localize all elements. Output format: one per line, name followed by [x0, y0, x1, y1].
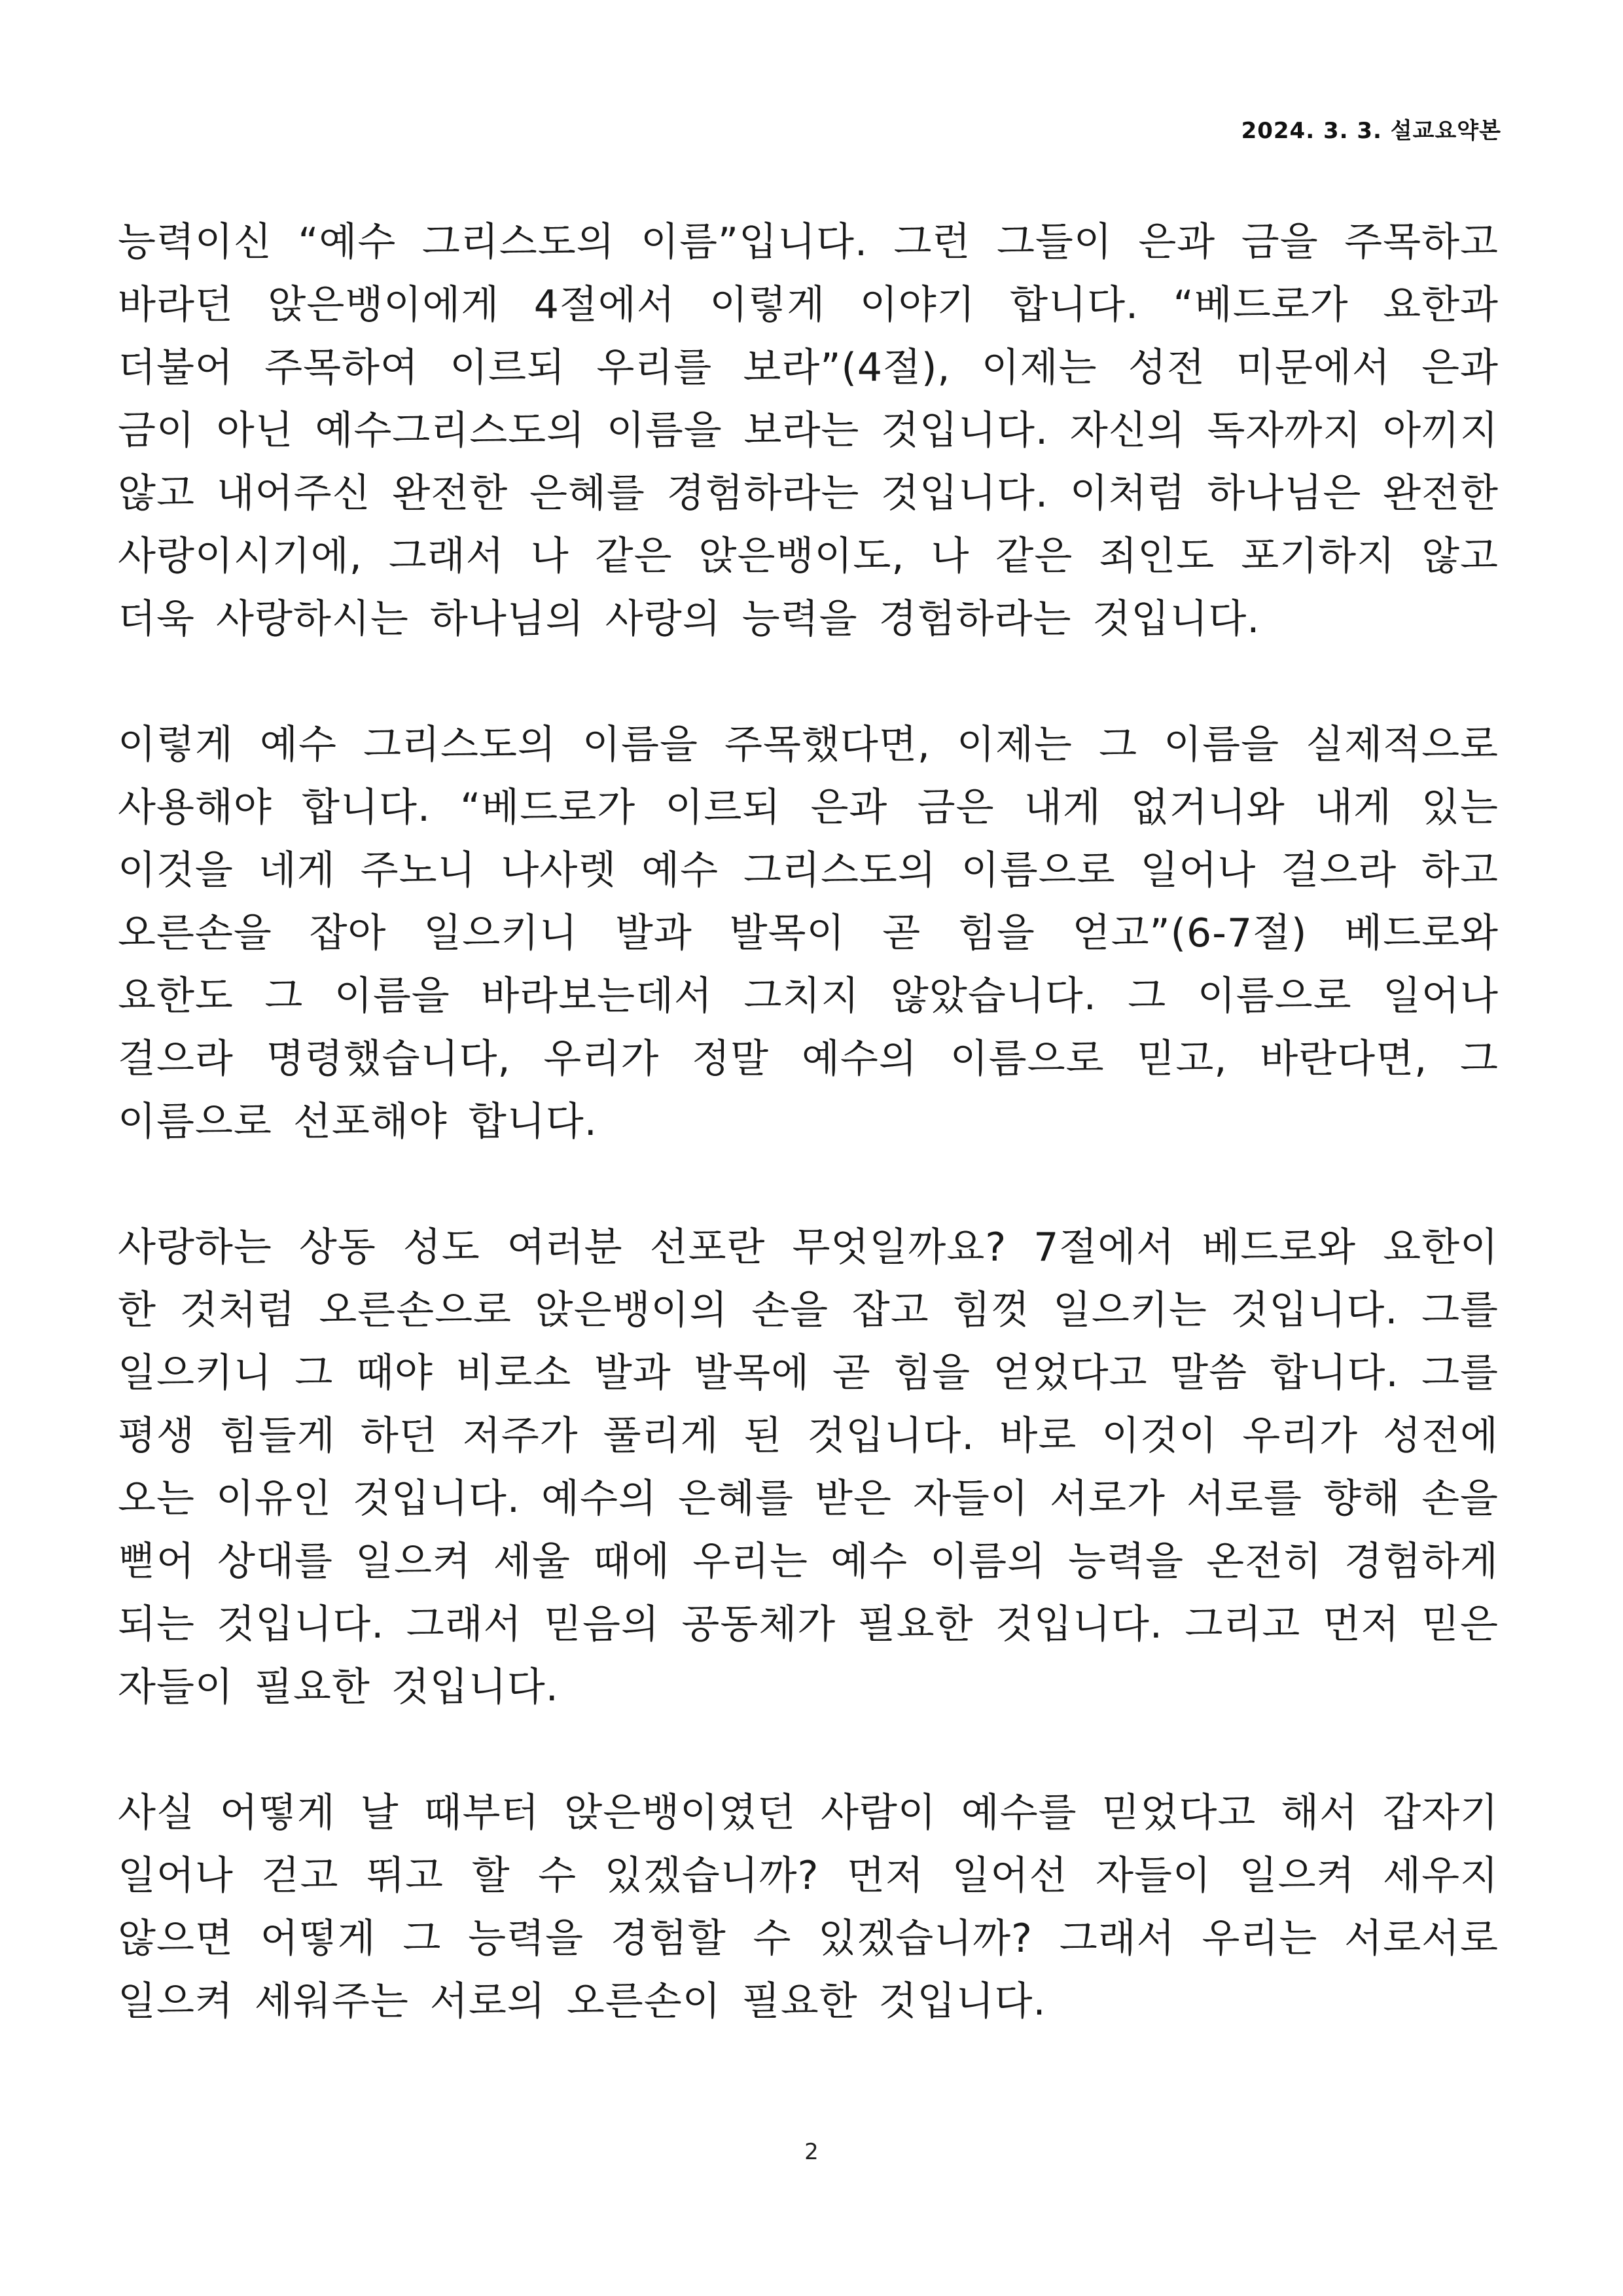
document-body: [118, 211, 1499, 2033]
page-number: 2: [804, 2139, 819, 2165]
body-paragraph-3: 사랑하는 상동 성도 여러분 선포란 무엇일까요? 7절에서 베드로와 요한이 한 것처럼 오른손으로 앉은뱅이의 손을 잡고 힘껏 일으키는 것입니다. 그를 일으키니 그 때야 비로소 발과 발목에 곧 힘을 얻었다고 말씀 합니다. 그를 평생 힘들게 하던 저주가 풀리게 된 것입니다. 바로 이것이 우리가 성전에 오는 이유인 것입니다. 예수의 은혜를 받은 자들이 서로가 서로를 향해 손을 뻗어 상대를 일으켜 세울 때에 우리는 예수 이름의 능력을 온전히 경험하게 되는 것입니다. 그래서 믿음의 공동체가 필요한 것입니다. 그리고 먼저 믿은 자들이 필요한 것입니다.: [118, 1225, 1499, 1710]
body-paragraph-1: 능력이신 “예수 그리스도의 이름”입니다. 그런 그들이 은과 금을 주목하고 바라던 앉은뱅이에게 4절에서 이렇게 이야기 합니다. “베드로가 요한과 더불어 주목하여 이르되 우리를 보라”(4절), 이제는 성전 미문에서 은과 금이 아닌 예수그리스도의 이름을 보라는 것입니다. 자신의 독자까지 아끼지 않고 내어주신 완전한 은혜를 경험하라는 것입니다. 이처럼 하나님은 완전한 사랑이시기에, 그래서 나 같은 앉은뱅이도, 나 같은 죄인도 포기하지 않고 더욱 사랑하시는 하나님의 사랑의 능력을 경험하라는 것입니다.: [118, 219, 1499, 642]
body-paragraph-4: 사실 어떻게 날 때부터 앉은뱅이였던 사람이 예수를 믿었다고 해서 갑자기 일어나 걷고 뛰고 할 수 있겠습니까? 먼저 일어선 자들이 일으켜 세우지 않으면 어떻게 그 능력을 경험할 수 있겠습니까? 그래서 우리는 서로서로 일으켜 세워주는 서로의 오른손이 필요한 것입니다.: [118, 1790, 1499, 2024]
sermon-date-label: 2024. 3. 3. 설교요약본: [1241, 118, 1501, 144]
body-paragraph-2: 이렇게 예수 그리스도의 이름을 주목했다면, 이제는 그 이름을 실제적으로 사용해야 합니다. “베드로가 이르되 은과 금은 내게 없거니와 내게 있는 이것을 네게 주노니 나사렛 예수 그리스도의 이름으로 일어나 걸으라 하고 오른손을 잡아 일으키니 발과 발목이 곧 힘을 얻고”(6-7절) 베드로와 요한도 그 이름을 바라보는데서 그치지 않았습니다. 그 이름으로 일어나 걸으라 명령했습니다, 우리가 정말 예수의 이름으로 믿고, 바란다면, 그 이름으로 선포해야 합니다.: [118, 722, 1499, 1145]
